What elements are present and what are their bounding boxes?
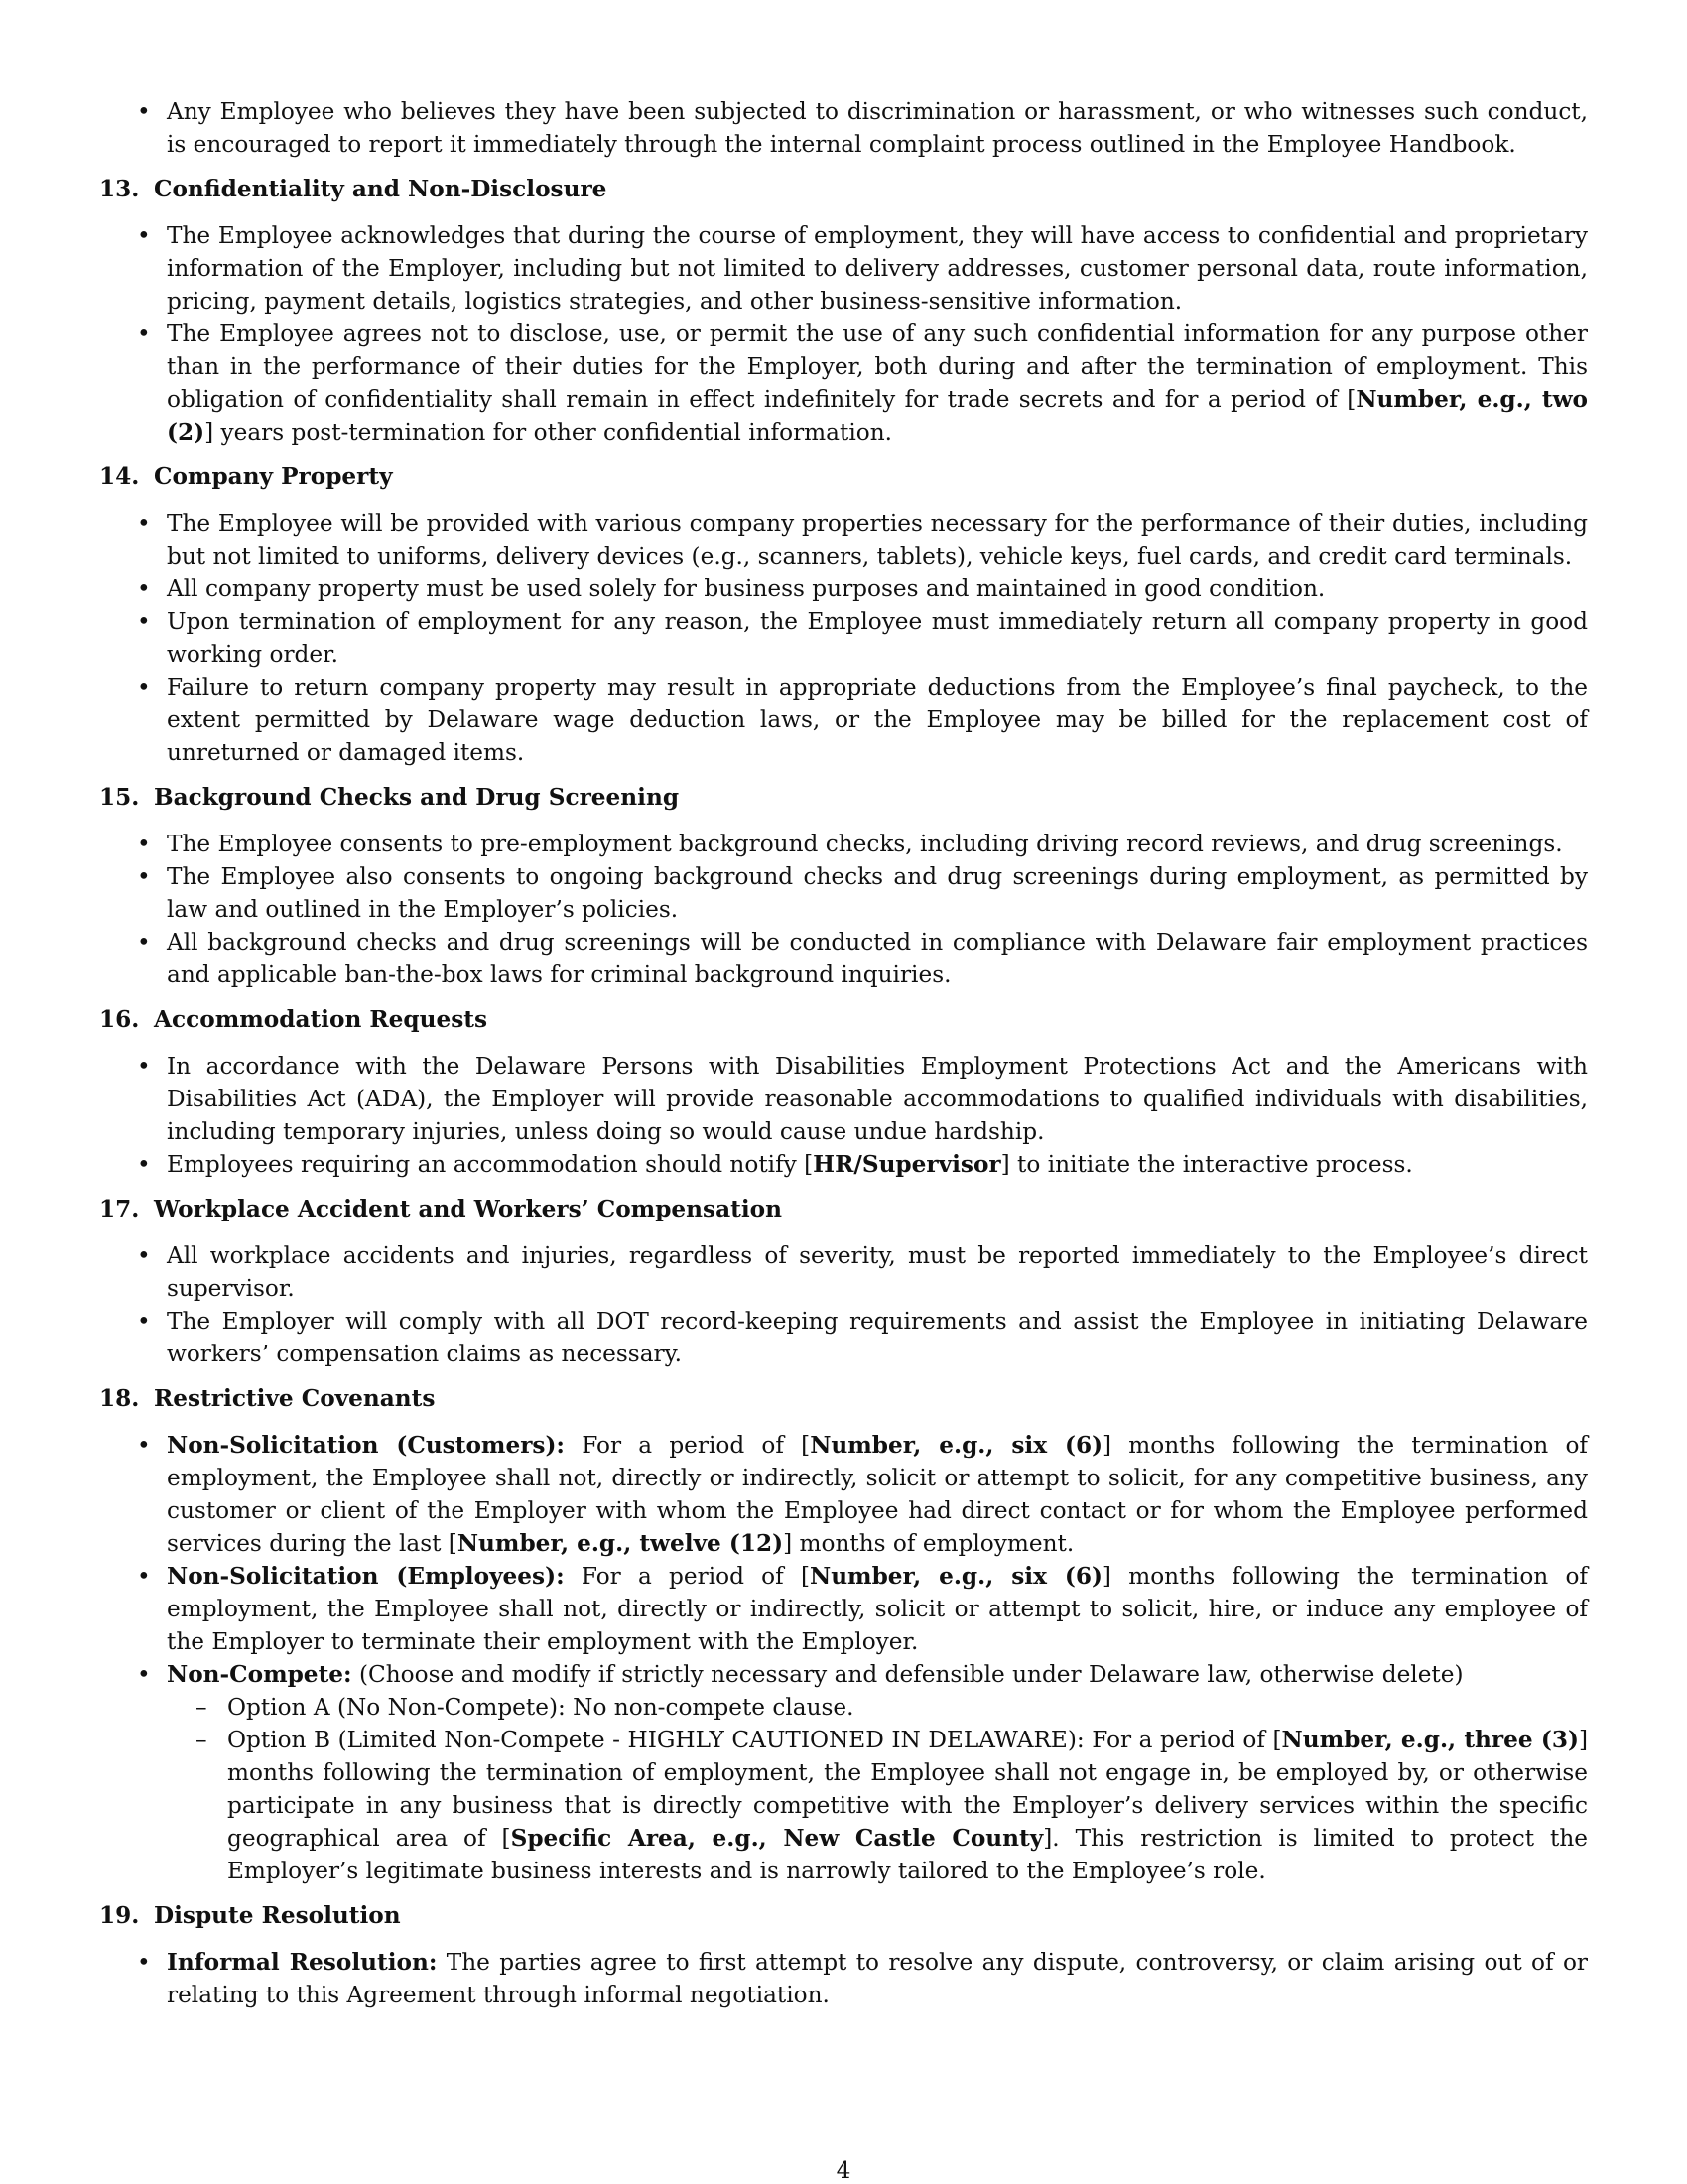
section-number: 13. (99, 176, 140, 202)
section-18-heading (99, 1382, 1588, 1415)
placeholder-field: Number, e.g., twelve (12) (456, 1530, 784, 1557)
intro-bullet-list (99, 95, 1588, 161)
placeholder-field: HR/Supervisor (813, 1151, 1001, 1178)
list-item: • The Employee acknowledges that during the course of employment, they will have access to confidential and proprietary information of the Employer, including but not limited to delivery addresses, customer personal data, route information, pricing, payment details, logistics strategies, and other business-sensitive information. (99, 219, 1588, 318)
clause-label: Non-Solicitation (Customers): (167, 1432, 565, 1459)
clause-label: Non-Solicitation (Employees): (167, 1563, 565, 1590)
section-19-heading (99, 1899, 1588, 1932)
section-number: 15. (99, 784, 140, 811)
section-number: 19. (99, 1902, 140, 1929)
list-item: • Any Employee who believes they have been subjected to discrimination or harassment, or who witnesses such conduct, is encouraged to report it immediately through the internal complaint process outlined in the Employee Handbook. (99, 95, 1588, 161)
list-item (99, 1946, 1588, 2011)
section-16-list (99, 1050, 1588, 1181)
section-15-heading (99, 781, 1588, 814)
section-title: Workplace Accident and Workers’ Compensation (154, 1196, 782, 1222)
text: For a period of [ (565, 1432, 811, 1459)
list-item: • All workplace accidents and injuries, regardless of severity, must be reported immediately to the Employee’s direct supervisor. (99, 1239, 1588, 1305)
list-item: • All background checks and drug screenings will be conducted in compliance with Delaware fair employment practices and applicable ban-the-box laws for criminal background inquiries. (99, 926, 1588, 991)
placeholder-field: Specific Area, e.g., New Castle County (510, 1825, 1044, 1852)
text: (Choose and modify if strictly necessary and defensible under Delaware law, otherwise delete) (351, 1661, 1464, 1688)
list-item (99, 1560, 1588, 1658)
section-number: 17. (99, 1196, 140, 1222)
list-item: • In accordance with the Delaware Persons with Disabilities Employment Protections Act and the Americans with Disabilities Act (ADA), the Employer will provide reasonable accommodations to qualified individuals with disabilities, including temporary injuries, unless doing so would cause undue hardship. (99, 1050, 1588, 1148)
text: For a period of [ (564, 1563, 810, 1590)
option-item (167, 1724, 1588, 1887)
list-item: • All company property must be used solely for business purposes and maintained in good condition. (99, 573, 1588, 605)
section-title: Accommodation Requests (154, 1006, 488, 1033)
list-item (99, 1658, 1588, 1887)
text: Option B (Limited Non-Compete - HIGHLY CAUTIONED IN DELAWARE): For a period of [ (227, 1727, 1282, 1753)
text: ] years post-termination for other confidential information. (204, 419, 892, 446)
text: Employees requiring an accommodation should notify [ (167, 1151, 814, 1178)
list-item: • Failure to return company property may result in appropriate deductions from the Employee’s final paycheck, to the extent permitted by Delaware wage deduction laws, or the Employee may be billed for the replacement cost of unreturned or damaged items. (99, 671, 1588, 769)
section-19-list (99, 1946, 1588, 2011)
list-item: • The Employee also consents to ongoing background checks and drug screenings during employment, as permitted by law and outlined in the Employer’s policies. (99, 860, 1588, 926)
section-number: 14. (99, 463, 140, 490)
text: ] months of employment. (783, 1530, 1075, 1557)
text: ] months following the termination of employment, the Employee shall not, directly or indirectly, solicit or attempt to solicit, for any competitive business, any customer or client of the Employer with whom the Employee had direct contact or for whom the Employee performed services during the last [ (167, 1432, 1588, 1557)
section-number: 18. (99, 1385, 140, 1412)
list-item: • Upon termination of employment for any reason, the Employee must immediately return all company property in good working order. (99, 605, 1588, 671)
text: ] to initiate the interactive process. (1000, 1151, 1413, 1178)
section-13-list (99, 219, 1588, 449)
placeholder-field: Number, e.g., three (3) (1281, 1727, 1579, 1753)
clause-label: Informal Resolution: (167, 1949, 438, 1976)
section-title: Dispute Resolution (154, 1902, 401, 1929)
section-title: Restrictive Covenants (154, 1385, 436, 1412)
section-17-list (99, 1239, 1588, 1370)
clause-label: Non-Compete: (167, 1661, 352, 1688)
list-item (99, 318, 1588, 449)
section-18-list (99, 1429, 1588, 1887)
text: ] months following the termination of employment, the Employee shall not, directly or indirectly, solicit or attempt to solicit, hire, or induce any employee of the Employer to terminate their employment with the Employer. (167, 1563, 1588, 1655)
section-title: Background Checks and Drug Screening (154, 784, 680, 811)
list-item: • The Employee consents to pre-employment background checks, including driving record reviews, and drug screenings. (99, 828, 1588, 860)
text: The parties agree to first attempt to resolve any dispute, controversy, or claim arising out of or relating to this Agreement through informal negotiation. (167, 1949, 1588, 2008)
section-14-list (99, 507, 1588, 769)
section-number: 16. (99, 1006, 140, 1033)
placeholder-field: Number, e.g., six (6) (810, 1563, 1103, 1590)
non-compete-options (167, 1691, 1588, 1887)
list-item: • The Employee will be provided with various company properties necessary for the performance of their duties, including but not limited to uniforms, delivery devices (e.g., scanners, tablets), vehicle keys, fuel cards, and credit card terminals. (99, 507, 1588, 573)
section-title: Confidentiality and Non-Disclosure (154, 176, 607, 202)
list-item (99, 1148, 1588, 1181)
section-13-heading (99, 173, 1588, 205)
text: The Employee agrees not to disclose, use, or permit the use of any such confidential information for any purpose other than in the performance of their duties for the Employer, both during and after the termination of employment. This obligation of confidentiality shall remain in effect indefinitely for trade secrets and for a period of [ (167, 321, 1588, 413)
section-title: Company Property (154, 463, 393, 490)
placeholder-field: Number, e.g., six (6) (810, 1432, 1103, 1459)
text: ]. This restriction is limited to protect the Employer’s legitimate business interests and is narrowly tailored to the Employee’s role. (227, 1825, 1588, 1884)
list-item: • The Employer will comply with all DOT record-keeping requirements and assist the Employee in initiating Delaware workers’ compensation claims as necessary. (99, 1305, 1588, 1370)
page-number: 4 (836, 2157, 851, 2184)
document-page (99, 95, 1588, 2023)
text: ] months following the termination of employment, the Employee shall not engage in, be employed by, or otherwise participate in any business that is directly competitive with the Employer’s delivery services within the specific geographical area of [ (227, 1727, 1588, 1852)
section-16-heading (99, 1003, 1588, 1036)
list-item (99, 1429, 1588, 1560)
section-15-list (99, 828, 1588, 991)
option-item: – Option A (No Non-Compete): No non-compete clause. (167, 1691, 1588, 1724)
section-14-heading (99, 460, 1588, 493)
placeholder-field: Number, e.g., two (2) (167, 386, 1588, 446)
section-17-heading (99, 1193, 1588, 1225)
